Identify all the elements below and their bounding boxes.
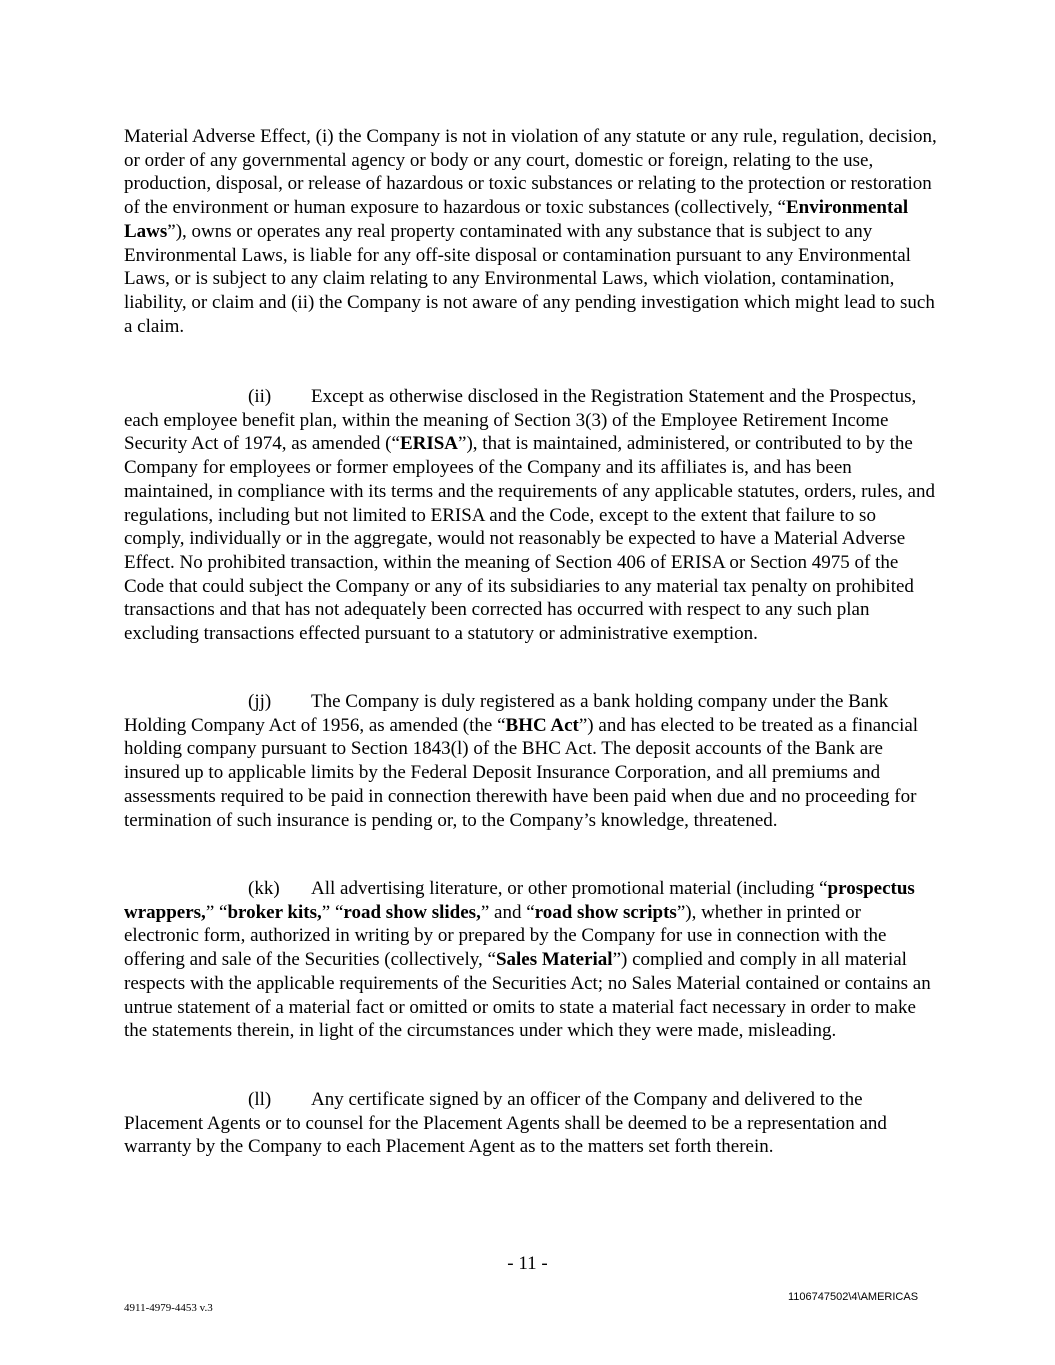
- defined-term: Environmental Laws: [124, 197, 909, 242]
- text: All advertising literature, or other promotional material (including “: [311, 878, 828, 899]
- text: ”) and has elected to be treated as a financial holding company pursuant to Section 1843(l) of the BHC Act. The deposit accounts of the Bank are insured up to applicable limits by the Federal Deposit Insurance Corporation, and all premiums and assessments required to be paid in connection therewith have been paid when due and no proceeding for termination of such insurance is pending or, to the Company’s knowledge, threatened.: [124, 714, 919, 831]
- document-id-left: 4911-4979-4453 v.3: [124, 1302, 213, 1314]
- section-label: (jj): [248, 691, 272, 712]
- defined-term: ERISA: [399, 433, 459, 455]
- paragraph-jj-bhc-act: [124, 690, 939, 832]
- paragraph-ll-certificate: [124, 1088, 939, 1159]
- defined-term: road show slides,: [343, 901, 481, 923]
- paragraph-environmental-laws: [124, 125, 939, 338]
- defined-term: road show scripts: [534, 901, 677, 923]
- text: ” “: [205, 901, 228, 923]
- text: ”), owns or operates any real property contaminated with any substance that is subject to any Environmental Laws, is liable for any off-site disposal or contamination pursuant to any Environmental Laws, or is subject to any claim relating to any Environmental Laws, which violation, contamination, liability, or claim and (ii) the Company is not aware of any pending investigation which might lead to such a claim.: [124, 220, 935, 337]
- defined-term: prospectus wrappers,: [124, 878, 915, 923]
- defined-term: BHC Act: [505, 714, 579, 736]
- page-number: - 11 -: [507, 1253, 548, 1274]
- text: ” and “: [480, 901, 535, 923]
- defined-term: Sales Material: [495, 949, 613, 971]
- defined-term: broker kits,: [227, 901, 322, 923]
- section-label: (ll): [248, 1089, 272, 1110]
- text: ” “: [321, 901, 344, 923]
- section-label: (kk): [248, 878, 280, 899]
- text: ”) complied and comply in all material respects with the applicable requirements of the Securities Act; no Sales Material contained or contains an untrue statement of a material fact or omitted or omits to state a material fact necessary in order to make the statements therein, in light of the circumstances under which they were made, misleading.: [124, 949, 931, 1042]
- text: ”), that is maintained, administered, or contributed to by the Company for employees or former employees of the Company and its affiliates is, and has been maintained, in compliance with its terms and the requirements of any applicable statutes, orders, rules, and regulations, including but not limited to ERISA and the Code, except to the extent that failure to so comply, individually or in the aggregate, would not reasonably be expected to have a Material Adverse Effect. No prohibited transaction, within the meaning of Section 406 of ERISA or Section 4975 of the Code that could subject the Company or any of its subsidiaries to any material tax penalty on prohibited transactions and that has not adequately been corrected has occurred with respect to any such plan excluding transactions effected pursuant to a statutory or administrative exemption.: [124, 433, 935, 645]
- text: Material Adverse Effect, (i) the Company is not in violation of any statute or any rule, regulation, decision, or order of any governmental agency or body or any court, domestic or foreign, relating to the use, production, disposal, or release of hazardous or toxic substances or relating to the protection or restoration of the environment or human exposure to hazardous or toxic substances (collectively, “: [124, 126, 937, 219]
- text: The Company is duly registered as a bank holding company under the Bank Holding Company Act of 1956, as amended (the “: [124, 691, 889, 736]
- paragraph-ii-erisa: [124, 385, 939, 646]
- text: ”), whether in printed or electronic form, authorized in writing by or prepared by the Company for use in connection with the offering and sale of the Securities (collectively, “: [124, 901, 887, 971]
- text: Any certificate signed by an officer of the Company and delivered to the Placement Agents or to counsel for the Placement Agents shall be deemed to be a representation and warranty by the Company to each Placement Agent as to the matters set forth therein.: [124, 1089, 887, 1158]
- text: Except as otherwise disclosed in the Registration Statement and the Prospectus, each employee benefit plan, within the meaning of Section 3(3) of the Employee Retirement Income Security Act of 1974, as amended (“: [124, 386, 917, 455]
- section-label: (ii): [248, 386, 272, 407]
- document-id-right: 1106747502\4\AMERICAS: [788, 1291, 919, 1303]
- paragraph-kk-sales-material: [124, 877, 939, 1043]
